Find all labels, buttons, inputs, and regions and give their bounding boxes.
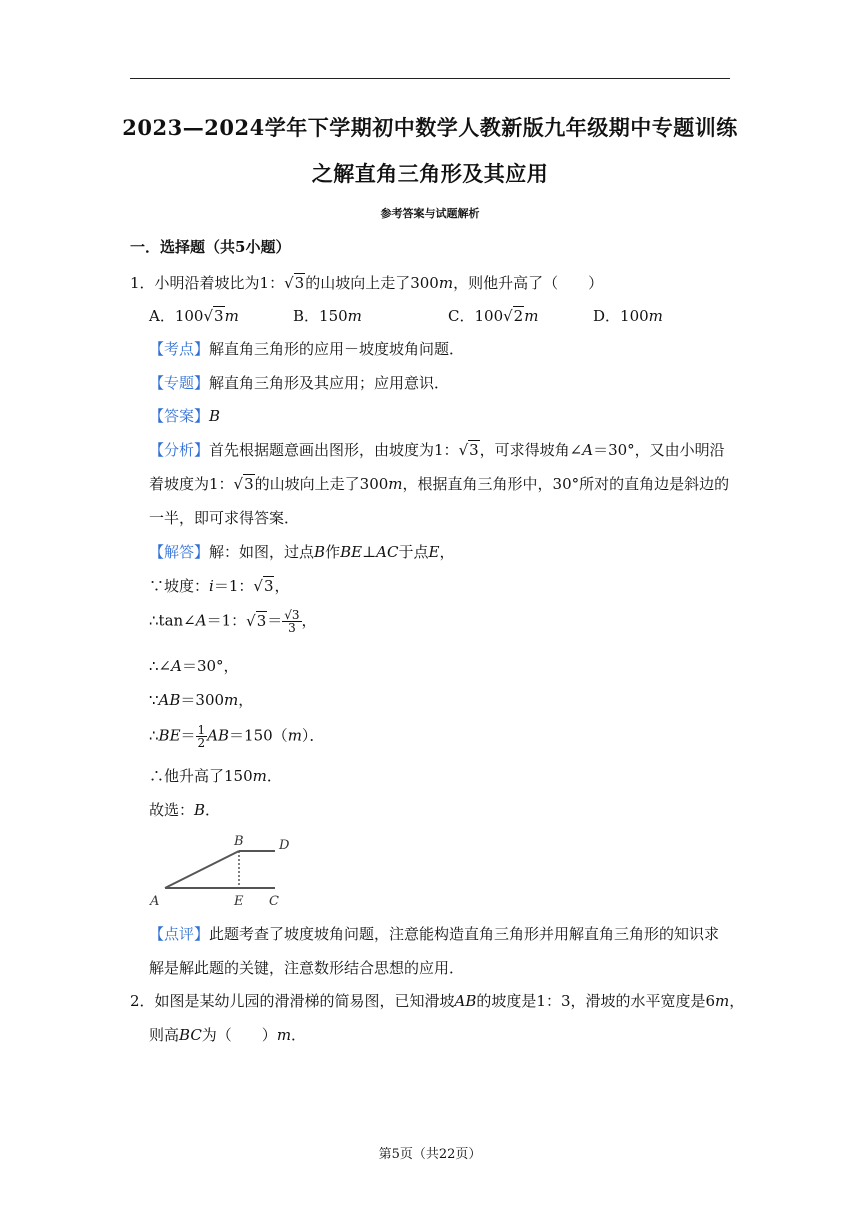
q1-dianping-line1: 【点评】此题考查了坡度坡角问题，注意能构造直角三角形并用解直角三角形的知识求 — [149, 925, 720, 943]
q1-jieda: 【解答】解：如图，过点B作BE⊥AC于点E， — [149, 543, 455, 561]
section-heading: 一．选择题（共5小题） — [130, 238, 291, 256]
q1-step7: 故选：B． — [149, 801, 221, 819]
q1-option-c: C．100√2m — [448, 307, 539, 325]
page-subtitle: 参考答案与试题解析 — [380, 207, 480, 220]
q1-option-d: D．100m — [593, 307, 663, 325]
fraction-one-half: $\frac{1}{2}$ — [197, 723, 206, 750]
q1-step1: ∵坡度：i＝1：√3， — [149, 577, 290, 595]
zhuanti-tag: 【专题】 — [149, 374, 210, 392]
label-E: E — [234, 894, 244, 908]
q1-stem-unit: m — [438, 274, 454, 292]
daan-tag: 【答案】 — [149, 407, 210, 425]
page-footer: 第5页（共22页） — [378, 1147, 482, 1162]
jieda-tag: 【解答】 — [149, 543, 210, 561]
q1-fenxi-line1: 【分析】首先根据题意画出图形，由坡度为1：√3，可求得坡角∠A＝30°，又由小明沿 — [149, 441, 725, 459]
q1-stem-c: ，则他升高了（ ） — [453, 274, 604, 292]
q1-zhuanti: 【专题】解直角三角形及其应用；应用意识． — [149, 374, 450, 392]
page-title-line1: 2023—2024学年下学期初中数学人教新版九年级期中专题训练 — [122, 115, 738, 140]
label-B: B — [234, 834, 244, 849]
label-A: A — [150, 894, 160, 908]
q1-dianping-line2: 解是解此题的关键，注意数形结合思想的应用． — [149, 959, 465, 977]
label-C: C — [269, 894, 279, 908]
q1-daan: 【答案】B — [149, 407, 221, 425]
fenxi-tag: 【分析】 — [149, 441, 210, 459]
dianping-tag: 【点评】 — [149, 925, 210, 943]
q1-fenxi-line2: 着坡度为1：√3的山坡向上走了300m，根据直角三角形中，30°所对的直角边是斜边的 — [149, 475, 730, 493]
q1-step4: ∵AB＝300m， — [149, 691, 254, 709]
label-D: D — [279, 838, 290, 853]
q1-kaodian: 【考点】解直角三角形的应用－坡度坡角问题． — [149, 340, 465, 358]
q1-step6: ∴他升高了150m． — [149, 767, 282, 785]
slope-figure — [145, 828, 305, 908]
q1-stem-b: 的山坡向上走了300 — [305, 274, 439, 292]
q1-option-a: A．100√3m — [149, 307, 239, 325]
q1-step2: ∴tan∠A＝1：√3＝ $\frac{√3}{3}$ ， — [149, 608, 317, 635]
q1-step5: ∴BE＝ $\frac{1}{2}$ AB＝150（m）． — [149, 723, 325, 750]
q1-stem — [130, 272, 603, 293]
q1-step3: ∴∠A＝30°， — [149, 657, 239, 675]
q1-fenxi-line3: 一半，即可求得答案． — [149, 509, 300, 527]
q1-option-b: B．150m — [293, 307, 362, 325]
q2-stem-line1: 2．如图是某幼儿园的滑滑梯的简易图，已知滑坡AB的坡度是1：3，滑坡的水平宽度是6m， — [130, 992, 745, 1010]
sqrt-symbol: √3 — [284, 274, 305, 292]
q1-stem-a: 1．小明沿着坡比为1： — [130, 274, 285, 292]
page-title-line2: 之解直角三角形及其应用 — [311, 161, 549, 186]
fraction-sqrt3-over-3: $\frac{√3}{3}$ — [284, 608, 300, 635]
q2-stem-line2: 则高BC为（ ）m． — [149, 1026, 307, 1044]
segment-AB — [165, 851, 239, 888]
kaodian-tag: 【考点】 — [149, 340, 210, 358]
header-rule — [130, 78, 730, 79]
